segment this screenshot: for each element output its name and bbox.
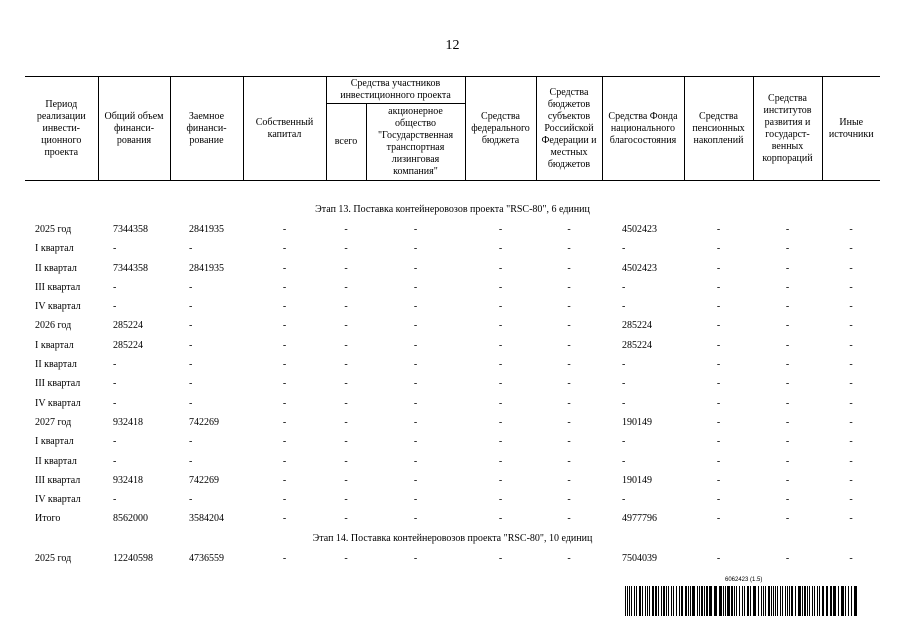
table-row bbox=[25, 375, 880, 394]
value-cell: - bbox=[567, 301, 571, 313]
value-cell: - bbox=[785, 359, 790, 371]
value-cell: - bbox=[282, 281, 287, 293]
value-cell: - bbox=[344, 243, 348, 255]
value-cell: - bbox=[567, 455, 571, 467]
period-cell: II квартал bbox=[35, 359, 77, 371]
value-cell: - bbox=[498, 320, 503, 332]
value-cell: - bbox=[113, 281, 117, 293]
header-pension: Средства пенсионных накоплений bbox=[684, 77, 753, 181]
value-cell: - bbox=[189, 378, 193, 390]
value-cell: - bbox=[189, 436, 193, 448]
value-cell: - bbox=[344, 436, 348, 448]
value-cell: 932418 bbox=[113, 416, 143, 428]
value-cell: - bbox=[785, 281, 790, 293]
value-cell: - bbox=[413, 436, 418, 448]
period-cell: I квартал bbox=[35, 436, 74, 448]
value-cell: - bbox=[344, 281, 348, 293]
value-cell: - bbox=[344, 320, 348, 332]
value-cell: - bbox=[413, 513, 418, 525]
value-cell: - bbox=[189, 301, 193, 313]
value-cell: - bbox=[849, 552, 853, 564]
table-body bbox=[25, 181, 880, 569]
value-cell: - bbox=[849, 359, 853, 371]
value-cell: - bbox=[567, 474, 571, 486]
value-cell: - bbox=[498, 223, 503, 235]
table-row bbox=[25, 490, 880, 509]
value-cell: - bbox=[785, 262, 790, 274]
value-cell: 4502423 bbox=[622, 262, 657, 274]
value-cell: - bbox=[189, 359, 193, 371]
value-cell: 285224 bbox=[622, 320, 652, 332]
value-cell: - bbox=[716, 378, 721, 390]
value-cell: - bbox=[344, 552, 348, 564]
value-cell: - bbox=[344, 262, 348, 274]
value-cell: - bbox=[344, 474, 348, 486]
value-cell: - bbox=[849, 494, 853, 506]
value-cell: - bbox=[344, 301, 348, 313]
value-cell: - bbox=[785, 397, 790, 409]
value-cell: - bbox=[282, 243, 287, 255]
value-cell: - bbox=[716, 320, 721, 332]
value-cell: - bbox=[282, 474, 287, 486]
value-cell: 190149 bbox=[622, 416, 652, 428]
period-cell: III квартал bbox=[35, 378, 81, 390]
barcode-image bbox=[625, 586, 857, 616]
value-cell: 12240598 bbox=[113, 552, 153, 564]
header-federal: Средства федерального бюджета bbox=[465, 77, 536, 181]
value-cell: - bbox=[498, 243, 503, 255]
period-cell: III квартал bbox=[35, 281, 81, 293]
value-cell: - bbox=[567, 416, 571, 428]
value-cell: - bbox=[622, 359, 626, 371]
table-row bbox=[25, 549, 880, 568]
value-cell: - bbox=[567, 378, 571, 390]
table-row bbox=[25, 394, 880, 413]
value-cell: - bbox=[622, 436, 626, 448]
value-cell: - bbox=[785, 513, 790, 525]
value-cell: - bbox=[849, 320, 853, 332]
value-cell: - bbox=[413, 552, 418, 564]
value-cell: - bbox=[785, 301, 790, 313]
value-cell: - bbox=[567, 397, 571, 409]
header-own-capital: Собственный капитал bbox=[243, 77, 326, 181]
value-cell: - bbox=[282, 416, 287, 428]
value-cell: 4502423 bbox=[622, 223, 657, 235]
value-cell: - bbox=[413, 397, 418, 409]
value-cell: - bbox=[113, 243, 117, 255]
value-cell: - bbox=[567, 436, 571, 448]
value-cell: - bbox=[849, 243, 853, 255]
value-cell: - bbox=[567, 339, 571, 351]
value-cell: - bbox=[622, 455, 626, 467]
value-cell: - bbox=[282, 223, 287, 235]
value-cell: - bbox=[849, 281, 853, 293]
value-cell: 7344358 bbox=[113, 262, 148, 274]
value-cell: - bbox=[716, 223, 721, 235]
value-cell: - bbox=[413, 474, 418, 486]
value-cell: - bbox=[716, 436, 721, 448]
value-cell: - bbox=[849, 416, 853, 428]
value-cell: - bbox=[282, 436, 287, 448]
value-cell: - bbox=[498, 359, 503, 371]
value-cell: - bbox=[567, 262, 571, 274]
value-cell: - bbox=[189, 339, 193, 351]
value-cell: 742269 bbox=[189, 474, 219, 486]
value-cell: - bbox=[567, 243, 571, 255]
value-cell: - bbox=[785, 416, 790, 428]
header-loan: Заемное финанси-рование bbox=[170, 77, 243, 181]
value-cell: - bbox=[498, 378, 503, 390]
value-cell: - bbox=[189, 455, 193, 467]
stage-13-row bbox=[25, 200, 880, 220]
value-cell: - bbox=[282, 552, 287, 564]
value-cell: - bbox=[716, 474, 721, 486]
period-cell: 2025 год bbox=[35, 552, 72, 564]
value-cell: - bbox=[785, 494, 790, 506]
value-cell: - bbox=[189, 243, 193, 255]
period-cell: III квартал bbox=[35, 474, 81, 486]
header-participants-all: всего bbox=[326, 104, 366, 181]
value-cell: - bbox=[567, 552, 571, 564]
value-cell: - bbox=[785, 223, 790, 235]
value-cell: - bbox=[622, 281, 626, 293]
value-cell: - bbox=[849, 474, 853, 486]
table-row bbox=[25, 355, 880, 374]
value-cell: - bbox=[413, 262, 418, 274]
table-row bbox=[25, 278, 880, 297]
period-cell: 2025 год bbox=[35, 223, 72, 235]
period-cell: II квартал bbox=[35, 262, 77, 274]
table-row bbox=[25, 413, 880, 432]
header-institutes: Средства институтов развития и государст-венных корпораций bbox=[753, 77, 822, 181]
value-cell: - bbox=[413, 416, 418, 428]
value-cell: 4736559 bbox=[189, 552, 224, 564]
value-cell: 7504039 bbox=[622, 552, 657, 564]
value-cell: - bbox=[413, 243, 418, 255]
value-cell: - bbox=[622, 397, 626, 409]
period-cell: I квартал bbox=[35, 339, 74, 351]
table-row bbox=[25, 240, 880, 259]
header-nwf: Средства Фонда национального благосостояния bbox=[602, 77, 684, 181]
value-cell: - bbox=[344, 359, 348, 371]
value-cell: - bbox=[282, 378, 287, 390]
period-cell: IV квартал bbox=[35, 494, 81, 506]
period-cell: IV квартал bbox=[35, 301, 81, 313]
table-row bbox=[25, 259, 880, 278]
value-cell: - bbox=[113, 397, 117, 409]
value-cell: - bbox=[413, 223, 418, 235]
value-cell: - bbox=[344, 455, 348, 467]
value-cell: - bbox=[498, 455, 503, 467]
value-cell: - bbox=[282, 359, 287, 371]
value-cell: - bbox=[498, 416, 503, 428]
page-number: 12 bbox=[445, 38, 460, 53]
value-cell: - bbox=[282, 455, 287, 467]
value-cell: - bbox=[498, 281, 503, 293]
value-cell: - bbox=[716, 513, 721, 525]
table-row bbox=[25, 433, 880, 452]
stage-title: Этап 13. Поставка контейнеровозов проекта "RSC-80", 6 единиц bbox=[315, 204, 590, 216]
value-cell: - bbox=[567, 281, 571, 293]
value-cell: 2841935 bbox=[189, 223, 224, 235]
value-cell: - bbox=[716, 301, 721, 313]
value-cell: - bbox=[344, 339, 348, 351]
value-cell: 7344358 bbox=[113, 223, 148, 235]
value-cell: - bbox=[413, 359, 418, 371]
value-cell: - bbox=[849, 262, 853, 274]
value-cell: 2841935 bbox=[189, 262, 224, 274]
value-cell: - bbox=[849, 513, 853, 525]
table-row bbox=[25, 317, 880, 336]
value-cell: - bbox=[785, 339, 790, 351]
table-row bbox=[25, 297, 880, 316]
value-cell: - bbox=[189, 397, 193, 409]
period-cell: II квартал bbox=[35, 455, 77, 467]
value-cell: 8562000 bbox=[113, 513, 148, 525]
value-cell: - bbox=[498, 397, 503, 409]
value-cell: - bbox=[282, 397, 287, 409]
value-cell: - bbox=[282, 320, 287, 332]
table-row bbox=[25, 336, 880, 355]
table-row bbox=[25, 510, 880, 529]
value-cell: 932418 bbox=[113, 474, 143, 486]
value-cell: - bbox=[567, 359, 571, 371]
table-row bbox=[25, 471, 880, 490]
value-cell: 4977796 bbox=[622, 513, 657, 525]
period-cell: 2027 год bbox=[35, 416, 72, 428]
header-other: Иные источники bbox=[822, 77, 880, 181]
stage-14-row bbox=[25, 529, 880, 549]
value-cell: - bbox=[498, 494, 503, 506]
value-cell: - bbox=[622, 243, 626, 255]
header-participants-gtlk: акционерное общество "Государственная транспортная лизинговая компания" bbox=[366, 104, 465, 181]
value-cell: 285224 bbox=[113, 339, 143, 351]
value-cell: - bbox=[716, 397, 721, 409]
value-cell: - bbox=[622, 301, 626, 313]
period-cell: 2026 год bbox=[35, 320, 72, 332]
value-cell: - bbox=[344, 513, 348, 525]
value-cell: - bbox=[716, 281, 721, 293]
period-cell: I квартал bbox=[35, 243, 74, 255]
stage-title: Этап 14. Поставка контейнеровозов проекта "RSC-80", 10 единиц bbox=[312, 533, 593, 545]
value-cell: - bbox=[498, 339, 503, 351]
value-cell: - bbox=[785, 378, 790, 390]
value-cell: - bbox=[189, 281, 193, 293]
period-cell: Итого bbox=[35, 513, 61, 525]
value-cell: - bbox=[344, 397, 348, 409]
value-cell: - bbox=[785, 436, 790, 448]
value-cell: - bbox=[716, 339, 721, 351]
value-cell: - bbox=[622, 494, 626, 506]
header-participants: Средства участников инвестиционного проекта bbox=[326, 77, 465, 104]
value-cell: - bbox=[785, 455, 790, 467]
value-cell: - bbox=[567, 320, 571, 332]
value-cell: - bbox=[849, 397, 853, 409]
value-cell: - bbox=[716, 359, 721, 371]
value-cell: - bbox=[849, 223, 853, 235]
value-cell: - bbox=[849, 455, 853, 467]
value-cell: - bbox=[498, 301, 503, 313]
value-cell: - bbox=[344, 223, 348, 235]
value-cell: - bbox=[567, 494, 571, 506]
value-cell: - bbox=[849, 301, 853, 313]
value-cell: - bbox=[189, 320, 193, 332]
value-cell: 3584204 bbox=[189, 513, 224, 525]
value-cell: - bbox=[344, 494, 348, 506]
value-cell: - bbox=[113, 378, 117, 390]
value-cell: 190149 bbox=[622, 474, 652, 486]
value-cell: - bbox=[413, 320, 418, 332]
value-cell: - bbox=[498, 552, 503, 564]
value-cell: - bbox=[498, 436, 503, 448]
value-cell: - bbox=[413, 281, 418, 293]
value-cell: - bbox=[344, 378, 348, 390]
financing-table bbox=[25, 76, 880, 568]
value-cell: - bbox=[282, 262, 287, 274]
value-cell: - bbox=[498, 474, 503, 486]
value-cell: - bbox=[849, 339, 853, 351]
value-cell: - bbox=[716, 552, 721, 564]
table-row bbox=[25, 452, 880, 471]
value-cell: - bbox=[716, 455, 721, 467]
value-cell: - bbox=[113, 436, 117, 448]
value-cell: - bbox=[498, 262, 503, 274]
value-cell: - bbox=[849, 378, 853, 390]
value-cell: - bbox=[716, 262, 721, 274]
value-cell: - bbox=[189, 494, 193, 506]
period-cell: IV квартал bbox=[35, 397, 81, 409]
value-cell: - bbox=[413, 455, 418, 467]
table-header bbox=[25, 77, 880, 181]
value-cell: - bbox=[785, 320, 790, 332]
value-cell: - bbox=[282, 513, 287, 525]
value-cell: - bbox=[413, 301, 418, 313]
value-cell: - bbox=[498, 513, 503, 525]
header-period: Период реализации инвести-ционного проекта bbox=[25, 77, 98, 181]
value-cell: - bbox=[785, 474, 790, 486]
value-cell: - bbox=[282, 494, 287, 506]
header-total: Общий объем финанси-рования bbox=[98, 77, 170, 181]
value-cell: - bbox=[113, 494, 117, 506]
value-cell: - bbox=[716, 416, 721, 428]
value-cell: - bbox=[113, 359, 117, 371]
value-cell: - bbox=[413, 339, 418, 351]
value-cell: - bbox=[622, 378, 626, 390]
barcode-text: 6062423 (1.5) bbox=[725, 577, 763, 583]
value-cell: 742269 bbox=[189, 416, 219, 428]
value-cell: - bbox=[567, 223, 571, 235]
value-cell: 285224 bbox=[622, 339, 652, 351]
value-cell: - bbox=[849, 436, 853, 448]
value-cell: 285224 bbox=[113, 320, 143, 332]
value-cell: - bbox=[113, 455, 117, 467]
value-cell: - bbox=[413, 494, 418, 506]
value-cell: - bbox=[716, 494, 721, 506]
value-cell: - bbox=[282, 301, 287, 313]
table-row bbox=[25, 220, 880, 239]
value-cell: - bbox=[282, 339, 287, 351]
value-cell: - bbox=[716, 243, 721, 255]
value-cell: - bbox=[567, 513, 571, 525]
value-cell: - bbox=[344, 416, 348, 428]
value-cell: - bbox=[785, 552, 790, 564]
value-cell: - bbox=[413, 378, 418, 390]
value-cell: - bbox=[785, 243, 790, 255]
value-cell: - bbox=[113, 301, 117, 313]
barcode-area bbox=[625, 577, 857, 617]
header-regional: Средства бюджетов субъектов Российской Федерации и местных бюджетов bbox=[536, 77, 602, 181]
